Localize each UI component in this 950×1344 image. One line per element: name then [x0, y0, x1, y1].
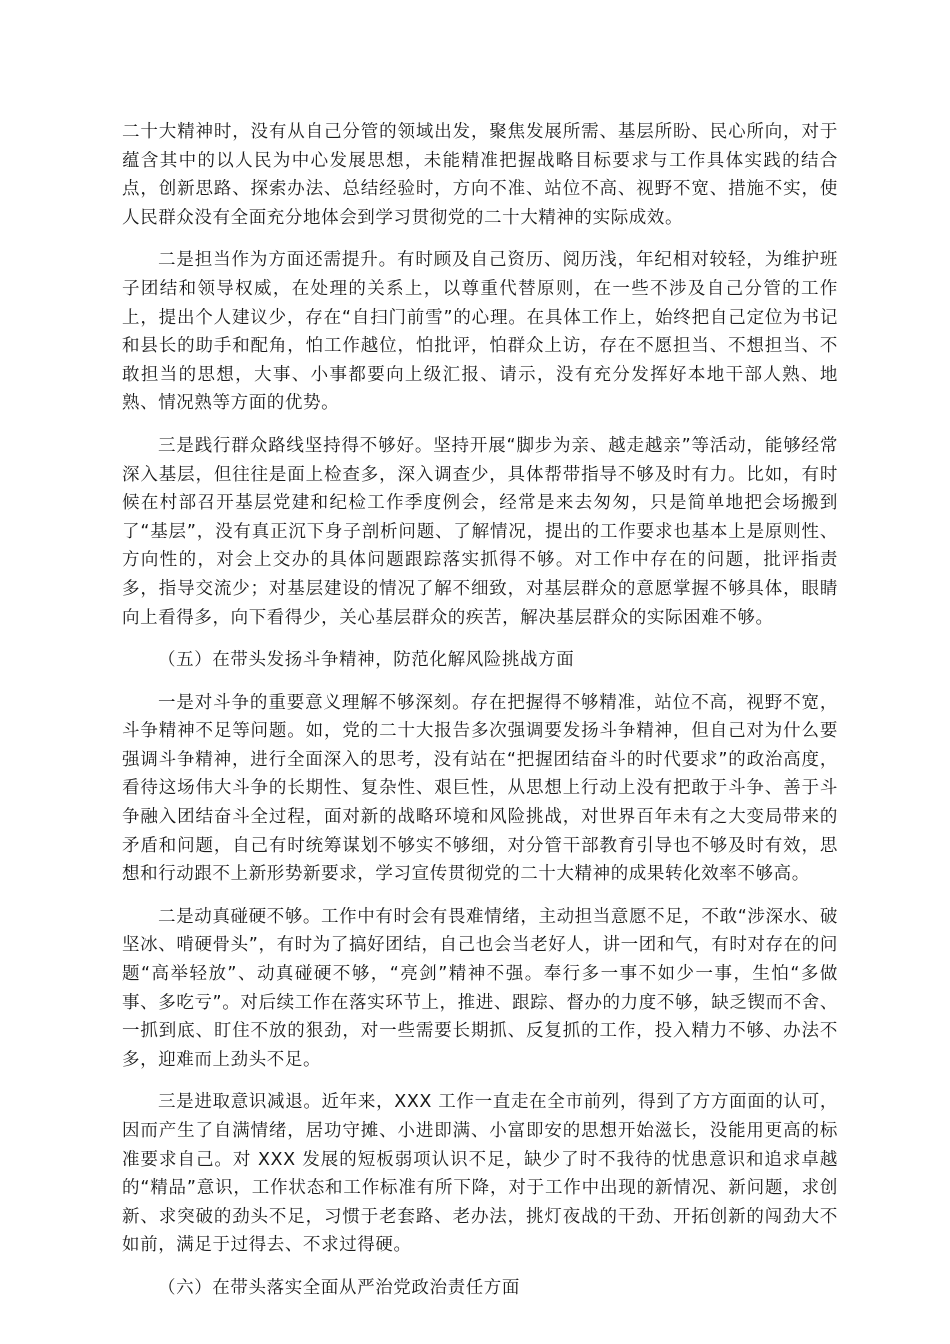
paragraph-struggle-understanding: 一是对斗争的重要意义理解不够深刻。存在把握得不够精准，站位不高，视野不宽，斗争精神不足等问题。如，党的二十大报告多次强调要发扬斗争精神，但自己对为什么要强调斗争精神，进行全面深入的思考，没有站在“把握团结奋斗的时代要求”的政治高度，看待这场伟大斗争的长期性、复杂性、艰巨性，从思想上行动上没有把敢于斗争、善于斗争融入团结奋斗全过程，面对新的战略环境和风险挑战，对世界百年未有之大变局带来的矛盾和问题，自己有时统筹谋划不够实不够细，对分管干部教育引导也不够及时有效，思想和行动跟不上新形势新要求，学习宣传贯彻党的二十大精神的成果转化效率不够高。 — [122, 692, 838, 885]
section-heading-five: （五）在带头发扬斗争精神，防范化解风险挑战方面 — [158, 650, 575, 671]
paragraph-enterprising: 三是进取意识减退。近年来，XXX 工作一直走在全市前列，得到了方方面面的认可，因而产生了自满情绪，居功守摊、小进即满、小富即安的思想开始滋长，没能用更高的标准要求自己。对 XXX 发展的短板弱项认识不足，缺少了时不我待的忧患意识和追求卓越的“精品”意识，工作状态和工作标准有所下降，对于工作中出现的新情况、新问题，求创新、求突破的劲头不足，习惯于老套路、老办法，挑灯夜战的干劲、开拓创新的闯劲大不如前，满足于过得去、不求过得硬。 — [122, 1092, 838, 1256]
paragraph-tough-action: 二是动真碰硬不够。工作中有时会有畏难情绪，主动担当意愿不足，不敢“涉深水、破坚冰、啃硬骨头”，有时为了搞好团结，自己也会当老好人，讲一团和气，有时对存在的问题“高举轻放”、动真碰硬不够，“亮剑”精神不强。奉行多一事不如少一事，生怕“多做事、多吃亏”。对后续工作在落实环节上，推进、跟踪、督办的力度不够，缺乏锲而不舍、一抓到底、盯住不放的狠劲，对一些需要长期抓、反复抓的工作，投入精力不够、办法不多，迎难而上劲头不足。 — [122, 906, 838, 1070]
section-heading-six: （六）在带头落实全面从严治党政治责任方面 — [158, 1277, 520, 1298]
paragraph-responsibility: 二是担当作为方面还需提升。有时顾及自己资历、阅历浅，年纪相对较轻，为维护班子团结和领导权威，在处理的关系上，以尊重代替原则，在一些不涉及自己分管的工作上，提出个人建议少，存在“自扫门前雪”的心理。在具体工作上，始终把自己定位为书记和县长的助手和配角，怕工作越位，怕批评，怕群众上访，存在不愿担当、不想担当、不敢担当的思想，大事、小事都要向上级汇报、请示，没有充分发挥好本地干部人熟、地熟、情况熟等方面的优势。 — [122, 250, 838, 414]
paragraph-continuation: 二十大精神时，没有从自己分管的领域出发，聚焦发展所需、基层所盼、民心所向，对于蕴含其中的以人民为中心发展思想，未能精准把握战略目标要求与工作具体实践的结合点，创新思路、探索办法、总结经验时，方向不准、站位不高、视野不宽、措施不实，使人民群众没有全面充分地体会到学习贯彻党的二十大精神的实际成效。 — [122, 122, 838, 228]
paragraph-mass-line: 三是践行群众路线坚持得不够好。坚持开展“脚步为亲、越走越亲”等活动，能够经常深入基层，但往往是面上检查多，深入调查少，具体帮带指导不够及时有力。比如，有时候在村部召开基层党建和纪检工作季度例会，经常是来去匆匆，只是简单地把会场搬到了“基层”，没有真正沉下身子剖析问题、了解情况，提出的工作要求也基本上是原则性、方向性的，对会上交办的具体问题跟踪落实抓得不够。对工作中存在的问题，批评指责多，指导交流少；对基层建设的情况了解不细致，对基层群众的意愿掌握不够具体，眼睛向上看得多，向下看得少，关心基层群众的疾苦，解决基层群众的实际困难不够。 — [122, 435, 838, 628]
document-page — [122, 118, 838, 1317]
